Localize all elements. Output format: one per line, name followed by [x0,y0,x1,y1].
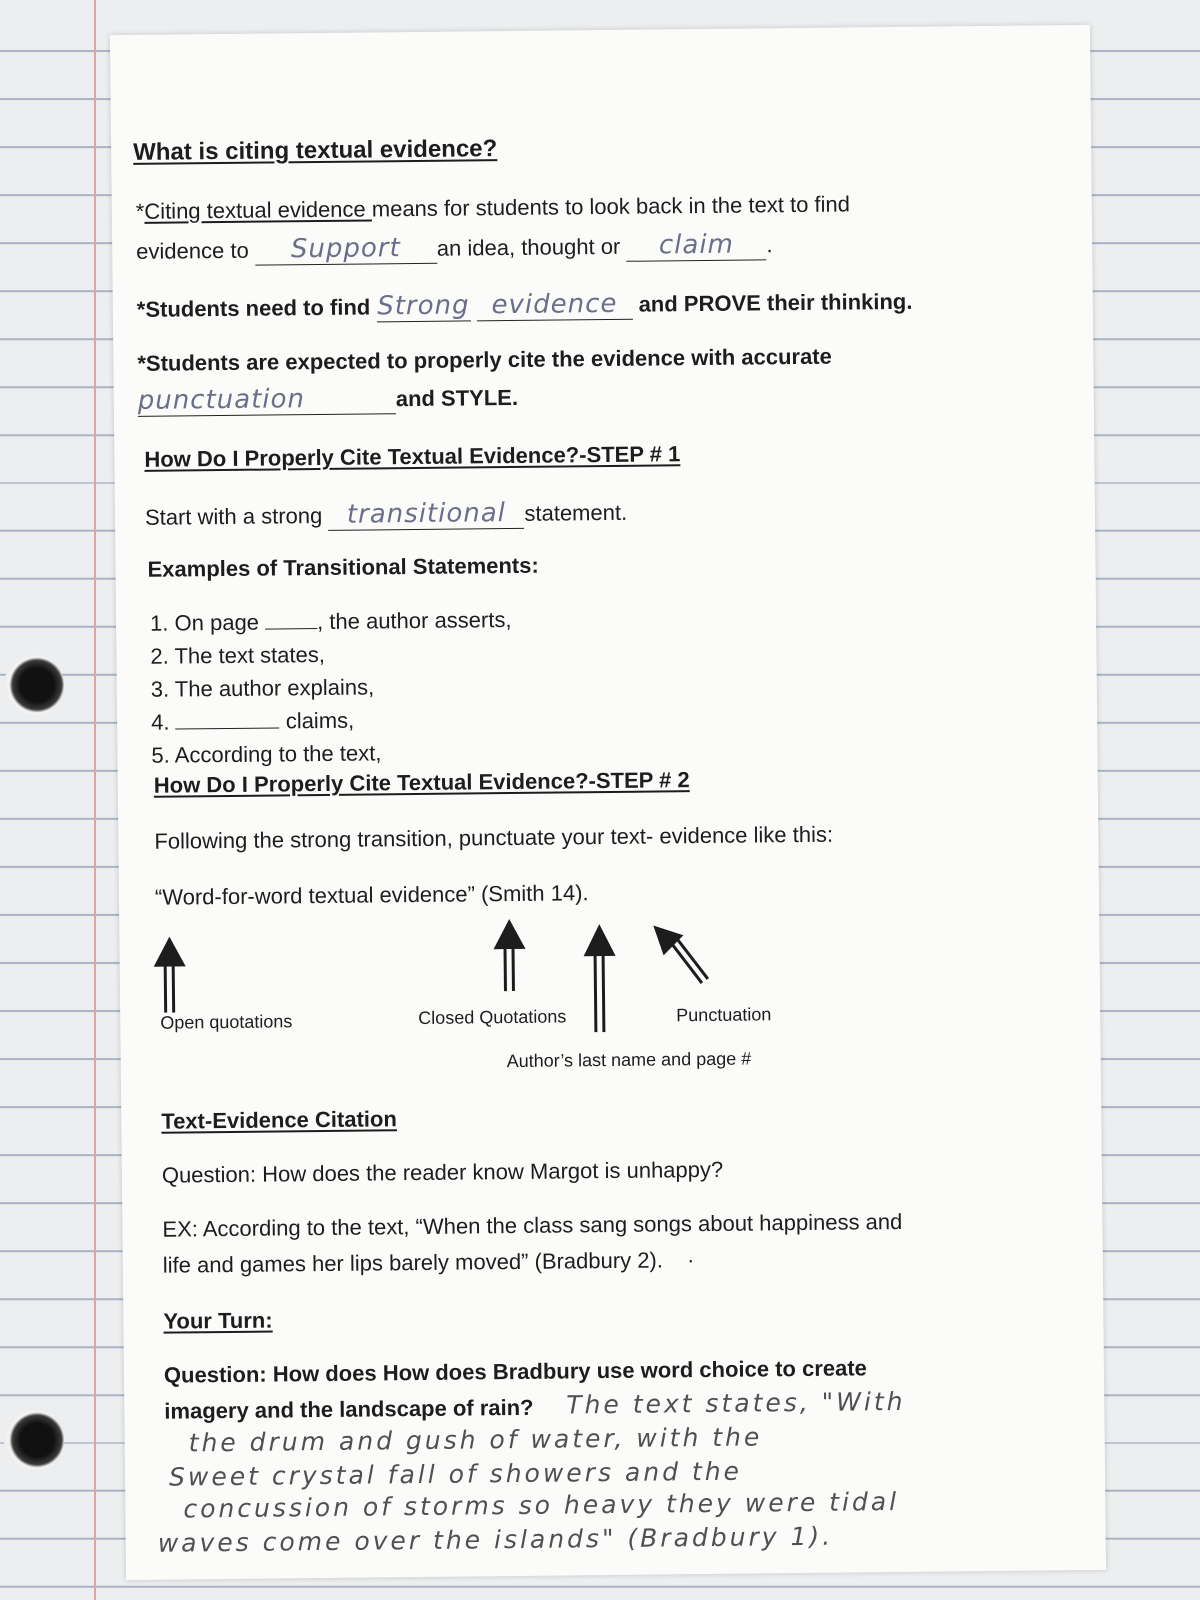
definition-line-1 [136,191,850,225]
example-2: 2. The text states, [150,641,326,669]
example-1-b: , the author asserts, [316,607,512,635]
strong-evidence-text-a: *Students need to find [136,294,371,322]
example-5: 5. According to the text, [151,740,382,768]
label-closed-quotations: Closed Quotations [418,1006,567,1028]
example-1-blank [265,628,317,630]
fill-punctuation: punctuation [138,384,396,416]
step1-title [144,441,680,473]
step1-title-a: How Do I Properly [144,444,341,472]
citation-format-example: “Word-for-word textual evidence” (Smith 14). [154,880,589,910]
example-4 [151,708,354,737]
example-4-blank [176,727,280,729]
examples-title: Examples of Transitional Statements: [147,552,539,582]
example-1 [150,607,512,637]
arrow-author-page [579,922,620,1034]
your-turn-question-2: imagery and the landscape of rain? [164,1394,534,1424]
example-4-b: claims, [285,707,355,734]
citation-example-line-1: EX: According to the text, “When the class sang songs about happiness and [162,1208,903,1242]
step1-start-line [145,498,627,533]
arrow-closed-quotations [489,917,530,993]
strong-evidence-line [137,287,913,325]
arrow-punctuation [649,921,710,992]
answer-line-5: waves come over the islands" (Bradbury 1). [157,1521,834,1558]
example-3: 3. The author explains, [150,674,375,702]
step1-title-b: Cite Textual Evidence?-STEP # 1 [339,441,681,470]
section-title: What is citing textual evidence? [133,135,498,166]
definition-line-2 [136,230,773,266]
step1-start-text-b: statement. [524,499,628,526]
binder-hole-bottom [4,1410,64,1470]
label-author-page: Author’s last name and page # [506,1048,752,1072]
strong-evidence-text-b: and PROVE their thinking. [638,288,913,317]
example-4-a: 4. [151,709,170,735]
answer-line-4: concussion of storms so heavy they were tidal [183,1486,900,1524]
citation-question: Question: How does the reader know Margot is unhappy? [161,1156,724,1188]
fill-claim: claim [626,230,766,261]
answer-line-3: Sweet crystal fall of showers and the [168,1456,743,1492]
label-punctuation: Punctuation [676,1004,772,1026]
label-open-quotations: Open quotations [160,1011,293,1033]
step1-start-text-a: Start with a strong [144,502,323,530]
definition-text-2a: evidence to [136,237,249,264]
step2-title: How Do I Properly Cite Textual Evidence?-STEP # 2 [153,767,690,798]
definition-text: means for students to look back in the text to find [371,191,851,222]
binder-hole-top [4,655,64,715]
cite-accurately-text-b: and STYLE. [395,384,519,412]
fill-transitional: transitional [328,499,524,531]
citation-title: Text-Evidence Citation [161,1106,397,1134]
worksheet [110,25,1106,1580]
definition-term: Citing textual evidence [144,196,372,224]
notebook-margin-line [94,0,96,1600]
definition-text-2b: an idea, thought or [436,233,621,261]
citation-example-line-2 [163,1247,695,1279]
citation-example-text-2: life and games her lips barely moved” (Bradbury 2). [162,1247,664,1278]
cite-accurately-line-1: *Students are expected to properly cite the evidence with accurate [137,343,832,376]
answer-line-1: The text states, "With [566,1386,906,1420]
arrow-open-quotations [149,934,190,1014]
definition-period: . [766,232,773,258]
stray-mark: · [686,1247,695,1273]
example-1-a: 1. On page [149,609,260,636]
fill-strong: Strong [377,290,470,322]
cite-accurately-line-2 [138,383,519,417]
step2-instruction: Following the strong transition, punctuate your text- evidence like this: [154,821,834,854]
your-turn-title: Your Turn: [163,1307,273,1334]
definition-star: * [135,198,145,224]
your-turn-question-1: Question: How does How does Bradbury use word choice to create [163,1355,867,1388]
answer-line-2: the drum and gush of water, with the [188,1422,763,1458]
fill-evidence: evidence [476,290,632,321]
fill-support: Support [255,234,437,265]
